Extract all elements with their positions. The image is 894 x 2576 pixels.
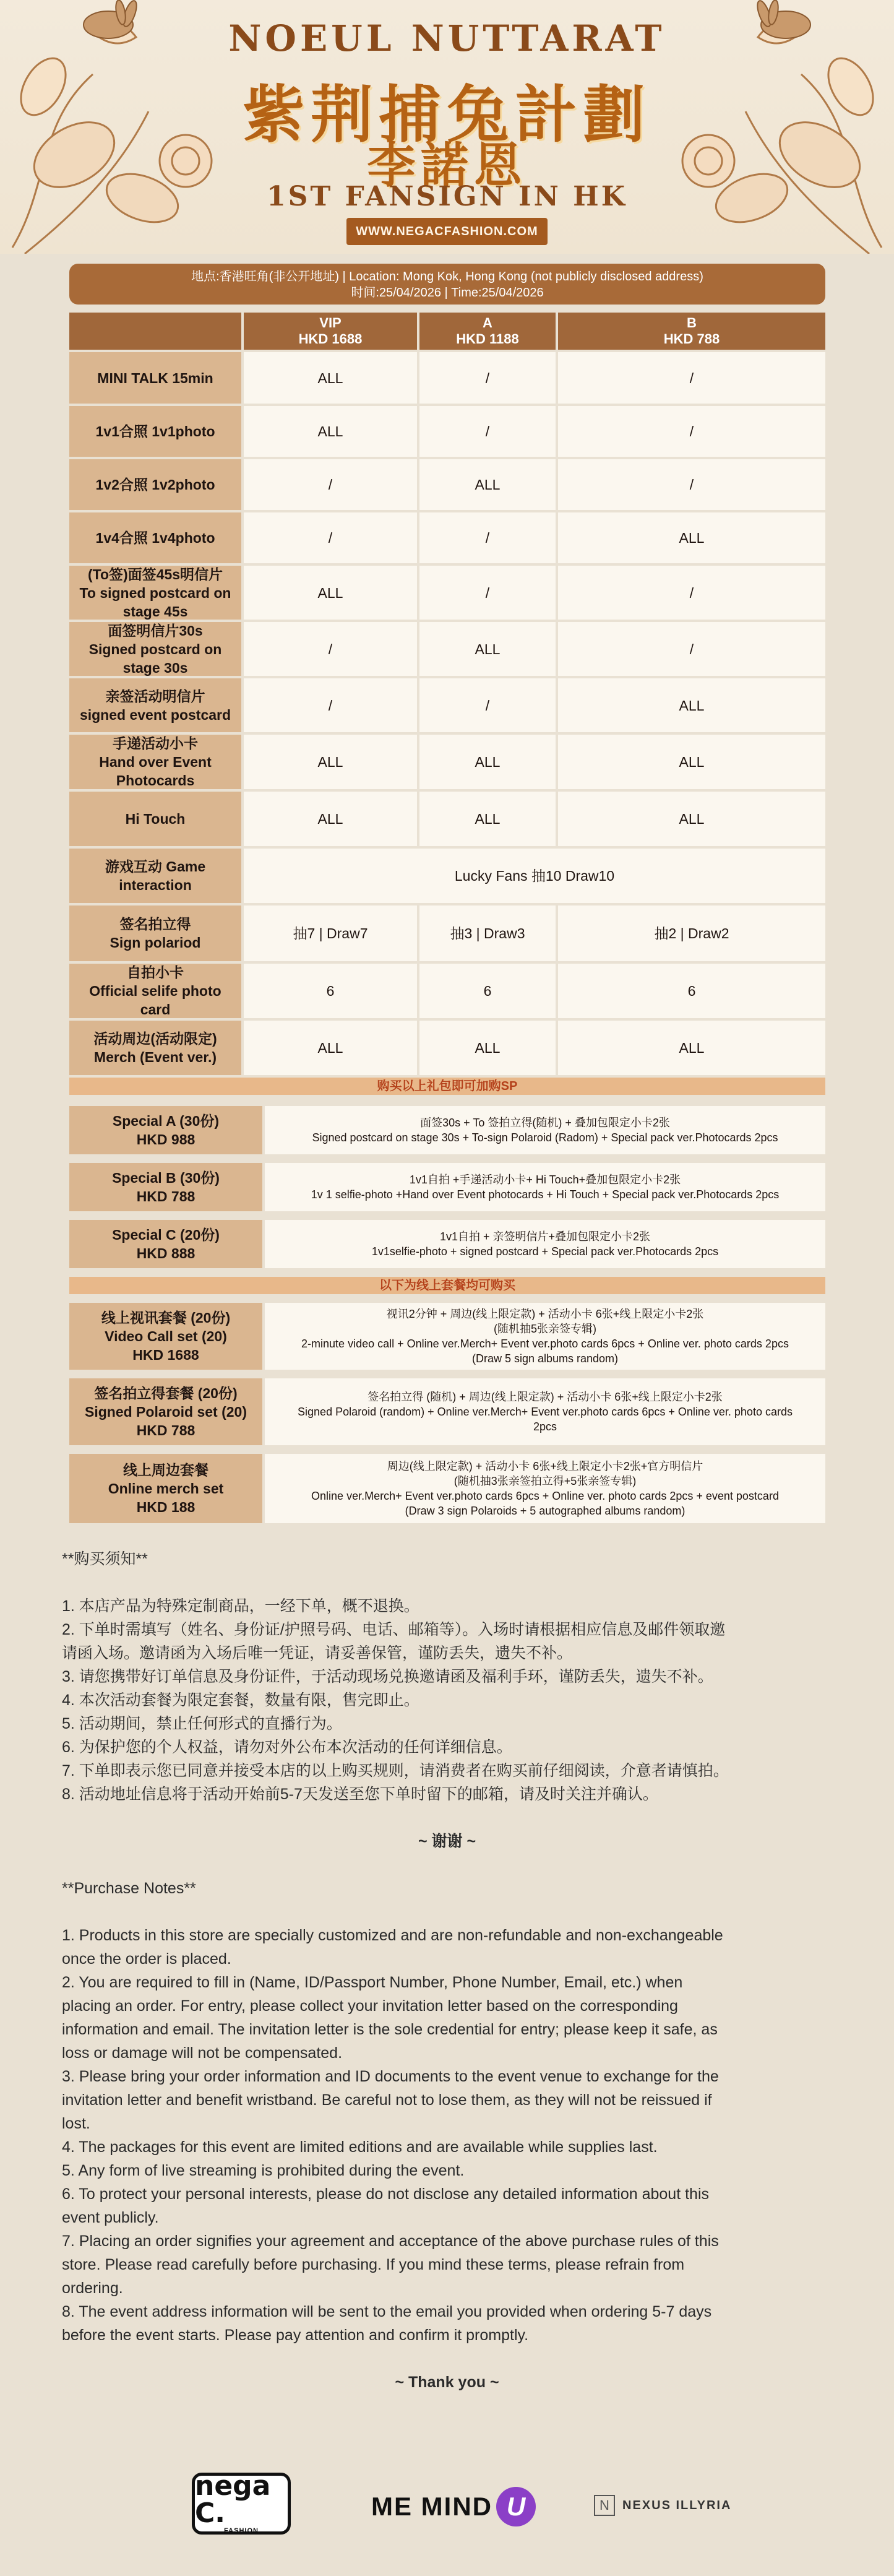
notes-zh-item: 7. 下单即表示您已同意并接受本店的以上购买规则，请消费者在购买前仔细阅读，介意者请慎拍。 (62, 1762, 729, 1779)
benefit-label (69, 905, 241, 961)
special-row (69, 1220, 825, 1268)
notes-en-item: 4. The packages for this event are limited editions and are available while supplies last. (62, 2138, 658, 2156)
online-label-line: Video Call set (20) (105, 1328, 227, 1344)
benefit-label (69, 566, 241, 620)
benefit-value: 6 (419, 964, 556, 1018)
benefit-row (69, 406, 825, 457)
benefit-value: 6 (244, 964, 417, 1018)
special-label (69, 1106, 262, 1154)
online-row (69, 1303, 825, 1370)
notes-spacer (62, 1900, 832, 1924)
benefit-label (69, 735, 241, 789)
benefit-value: ALL (558, 792, 825, 846)
benefit-row (69, 905, 825, 961)
benefit-value: / (558, 352, 825, 404)
special-description (265, 1220, 825, 1268)
benefit-value: / (244, 678, 417, 732)
benefit-value: / (419, 566, 556, 620)
benefit-value: 抽3 | Draw3 (419, 905, 556, 961)
notes-en-item: 2. You are required to fill in (Name, ID/Passport Number, Phone Number, Email, etc.) when (62, 1974, 683, 1991)
online-label-line: 线上周边套餐 (123, 1462, 208, 1478)
special-description-line: 1v1selfie-photo + signed postcard + Special pack ver.Photocards 2pcs (371, 1245, 719, 1258)
online-description-line: (随机抽5张亲签专辑) (494, 1323, 596, 1335)
online-description (265, 1378, 825, 1445)
special-description (265, 1106, 825, 1154)
notes-en-item: invitation letter and benefit wristband. Be careful not to lose them, as they will not be reissued if (62, 2091, 712, 2109)
benefit-value: ALL (558, 678, 825, 732)
benefit-value: ALL (244, 735, 417, 789)
notes-en-item: 5. Any form of live streaming is prohibited during the event. (62, 2162, 465, 2179)
tier-name: VIP (319, 315, 342, 331)
notes-en-item: 7. Placing an order signifies your agreement and acceptance of the above purchase rules of this (62, 2232, 719, 2250)
benefit-row (69, 512, 825, 563)
event-title-zh: 紫荆捕兔計劃 (243, 78, 651, 151)
tier-name: B (687, 315, 697, 331)
online-description-line: (Draw 3 sign Polaroids + 5 autographed albums random) (405, 1505, 686, 1517)
special-row (69, 1106, 825, 1154)
benefit-value: 抽7 | Draw7 (244, 905, 417, 961)
special-label-line: Special A (30份) (112, 1113, 220, 1129)
online-description-line: Signed Polaroid (random) + Online ver.Merch+ Event ver.photo cards 6pcs + Online ver. photo cards (298, 1406, 793, 1418)
notes-en-item: 8. The event address information will be sent to the email you provided when ordering 5-7 days (62, 2303, 712, 2320)
notes-zh-thanks: ~ 谢谢 ~ (418, 1833, 476, 1850)
benefit-value: ALL (558, 735, 825, 789)
benefit-row (69, 735, 825, 789)
benefit-row (69, 459, 825, 510)
benefit-merged-value: Lucky Fans 抽10 Draw10 (244, 849, 825, 903)
benefit-label (69, 1021, 241, 1075)
benefit-value: ALL (244, 792, 417, 846)
notes-en-item: once the order is placed. (62, 1950, 231, 1968)
benefit-value: ALL (419, 1021, 556, 1075)
notes-zh-item: 2. 下单时需填写（姓名、身份证/护照号码、电话、邮箱等）。入场时请根据相应信息及邮件领取邀 (62, 1621, 726, 1638)
online-label-line: Online merch set (108, 1480, 224, 1497)
notes-zh-item: 8. 活动地址信息将于活动开始前5-7天发送至您下单时留下的邮箱，请及时关注并确认。 (62, 1786, 658, 1803)
benefit-row (69, 1021, 825, 1075)
special-description-line: 1v1自拍 + 亲签明信片+叠加包限定小卡2张 (439, 1230, 651, 1243)
benefit-label-line: Merch (Event ver.) (93, 1049, 217, 1065)
table-header-blank (69, 313, 241, 350)
tier-name: A (483, 315, 492, 331)
tier-price: HKD 1188 (456, 331, 519, 347)
benefit-label-line: 自拍小卡 (127, 964, 184, 980)
special-description-line: 面签30s + To 签拍立得(随机) + 叠加包限定小卡2张 (420, 1117, 670, 1129)
tier-header (244, 313, 417, 350)
benefit-label (69, 678, 241, 732)
online-label (69, 1303, 262, 1370)
notes-zh-item: 3. 请您携带好订单信息及身份证件，于活动现场兑换邀请函及福利手环，谨防丢失，遗失不补。 (62, 1668, 713, 1685)
special-description-line: Signed postcard on stage 30s + To-sign Polaroid (Radom) + Special pack ver.Photocards 2pcs (312, 1131, 778, 1144)
online-label-line: HKD 188 (136, 1499, 196, 1515)
benefit-value: ALL (419, 735, 556, 789)
location-time-banner (69, 264, 825, 305)
special-label-line: HKD 788 (136, 1188, 196, 1204)
online-label (69, 1454, 262, 1523)
online-divider: 以下为线上套餐均可购买 (69, 1277, 825, 1294)
special-label (69, 1220, 262, 1268)
notes-en-item: information and email. The invitation letter is the sole credential for entry; please keep it safe, as (62, 2021, 718, 2038)
online-label-line: Signed Polaroid set (20) (85, 1404, 247, 1420)
benefit-label-line: 1v1合照 1v1photo (95, 423, 215, 439)
artist-name-en: NOEUL NUTTARAT (228, 17, 666, 59)
benefit-label (69, 459, 241, 510)
notes-en-item: event publicly. (62, 2209, 159, 2226)
online-row (69, 1454, 825, 1523)
special-row (69, 1163, 825, 1211)
special-label-line: HKD 888 (136, 1245, 196, 1261)
online-description-line: (Draw 5 sign albums random) (471, 1352, 619, 1365)
special-description-line: 1v1自拍 +手递活动小卡+ Hi Touch+叠加包限定小卡2张 (409, 1173, 681, 1186)
online-description-line: 视讯2分钟 + 周边(线上限定款) + 活动小卡 6张+线上限定小卡2张 (386, 1308, 704, 1320)
sponsor-footer (0, 2470, 894, 2576)
special-label-line: Special C (20份) (112, 1227, 220, 1243)
notes-en-item: placing an order. For entry, please collect your invitation letter based on the corresponding (62, 1997, 678, 2015)
benefit-value: / (558, 406, 825, 457)
online-description-line: 签名拍立得 (随机) + 周边(线上限定款) + 活动小卡 6张+线上限定小卡2张 (367, 1391, 723, 1403)
website-link[interactable]: WWW.NEGACFASHION.COM (346, 218, 548, 245)
benefit-value: ALL (558, 1021, 825, 1075)
special-label (69, 1163, 262, 1211)
benefit-label-line: Sign polariod (110, 935, 201, 951)
benefit-row (69, 352, 825, 404)
event-subtitle: 1ST FANSIGN IN HK (267, 181, 627, 212)
notes-spacer (62, 1853, 832, 1877)
benefit-label-line: 游戏互动 Game interaction (105, 858, 206, 893)
negac-logo-subtext: FASHION (224, 2527, 259, 2535)
benefit-value: ALL (419, 792, 556, 846)
benefit-value: / (244, 459, 417, 510)
online-label-line: 线上视讯套餐 (20份) (101, 1310, 231, 1326)
notes-en-item: store. Please read carefully before purchasing. If you mind these terms, please refrain from (62, 2256, 685, 2273)
benefit-value: / (419, 352, 556, 404)
benefit-label-line: Hand over Event Photocards (99, 754, 212, 789)
benefit-label (69, 964, 241, 1018)
notes-spacer (62, 2347, 832, 2371)
benefit-value: 6 (558, 964, 825, 1018)
nexus-logo (594, 2495, 731, 2516)
notes-en-item: 1. Products in this store are specially customized and are non-refundable and non-exchangeable (62, 1927, 723, 1944)
online-label-line: HKD 1688 (132, 1347, 199, 1363)
online-description-line: (随机抽3张亲签拍立得+5张亲签专辑) (453, 1475, 637, 1487)
notes-zh-item: 请函入场。邀请函为入场后唯一凭证，请妥善保管，谨防丢失，遗失不补。 (62, 1645, 573, 1662)
notes-spacer (62, 1571, 832, 1594)
benefit-label-line: To signed postcard on stage 45s (79, 584, 231, 620)
notes-en-item: before the event starts. Please pay attention and confirm it promptly. (62, 2327, 529, 2344)
benefit-label (69, 352, 241, 404)
benefit-row (69, 566, 825, 620)
benefit-value: / (419, 512, 556, 563)
negac-logo-text: nega C. (195, 2470, 271, 2529)
time-text: 时间:25/04/2026 | Time:25/04/2026 (351, 286, 544, 300)
online-row (69, 1378, 825, 1445)
poster-header (0, 0, 894, 254)
benefit-label (69, 792, 241, 846)
benefit-value: / (419, 406, 556, 457)
table-header-row (69, 313, 825, 350)
notes-zh-item: 1. 本店产品为特殊定制商品，一经下单，概不退换。 (62, 1597, 419, 1615)
online-label-line: 签名拍立得套餐 (20份) (94, 1385, 238, 1401)
benefit-row (69, 678, 825, 732)
benefit-label-line: 手递活动小卡 (113, 735, 198, 751)
memind-logo-text: ME MIND (371, 2492, 492, 2521)
notes-zh-item: 5. 活动期间，禁止任何形式的直播行为。 (62, 1715, 342, 1732)
online-description-line: 周边(线上限定款) + 活动小卡 6张+线上限定小卡2张+官方明信片 (387, 1460, 703, 1472)
online-description-line: 2-minute video call + Online ver.Merch+ Event ver.photo cards 6pcs + Online ver. photo cards 2pcs (301, 1338, 789, 1350)
benefit-value: ALL (244, 406, 417, 457)
tier-price: HKD 1688 (298, 331, 363, 347)
benefit-value: / (558, 459, 825, 510)
benefit-value: / (558, 566, 825, 620)
notes-en-thanks: ~ Thank you ~ (395, 2374, 499, 2391)
benefit-row (69, 964, 825, 1018)
benefit-value: ALL (244, 352, 417, 404)
benefit-value: ALL (244, 1021, 417, 1075)
online-description-line: 2pcs (533, 1420, 557, 1433)
negac-logo (192, 2470, 291, 2535)
benefit-label-line: 签名拍立得 (119, 916, 191, 932)
benefit-label-line: signed event postcard (79, 706, 231, 723)
benefit-value: / (419, 678, 556, 732)
online-description (265, 1303, 825, 1370)
notes-zh-item: 6. 为保护您的个人权益，请勿对外公布本次活动的任何详细信息。 (62, 1739, 512, 1756)
benefit-label-line: 面签明信片30s (108, 622, 203, 639)
benefit-label-line: 活动周边(活动限定) (93, 1031, 217, 1047)
special-description (265, 1163, 825, 1211)
benefit-value: / (244, 622, 417, 676)
benefit-label-line: MINI TALK 15min (97, 370, 213, 386)
tier-price: HKD 788 (663, 331, 720, 347)
artist-name-zh: 李諾恩 (367, 137, 527, 194)
benefit-label-line: (To签)面签45s明信片 (87, 566, 223, 582)
online-label (69, 1378, 262, 1445)
benefit-label (69, 849, 241, 903)
benefit-label-line: Signed postcard on stage 30s (88, 641, 222, 676)
nexus-logo-text: NEXUS ILLYRIA (622, 2498, 732, 2512)
memind-logo (371, 2485, 536, 2528)
memind-mark-icon: U (496, 2487, 536, 2526)
tier-header (419, 313, 556, 350)
benefit-label-line: 1v4合照 1v4photo (95, 530, 215, 546)
benefit-value: ALL (419, 459, 556, 510)
special-label-line: Special B (30份) (112, 1170, 220, 1186)
benefit-row (69, 792, 825, 846)
notes-en-item: loss or damage will not be compensated. (62, 2044, 343, 2062)
benefit-label-line: 1v2合照 1v2photo (95, 477, 215, 493)
benefit-label (69, 512, 241, 563)
special-label-line: HKD 988 (136, 1131, 196, 1148)
benefit-label (69, 406, 241, 457)
nexus-mark-icon: N (594, 2495, 615, 2516)
benefit-row (69, 849, 825, 903)
benefit-label-line: Official selife photo card (89, 983, 221, 1018)
notes-en-item: 6. To protect your personal interests, please do not disclose any detailed information about this (62, 2185, 709, 2203)
special-description-line: 1v 1 selfie-photo +Hand over Event photocards + Hi Touch + Special pack ver.Photocards 2pcs (311, 1188, 780, 1201)
notes-en-title: **Purchase Notes** (62, 1880, 196, 1897)
notes-en-item: ordering. (62, 2280, 123, 2297)
online-description-line: Online ver.Merch+ Event ver.photo cards 6pcs + Online ver. photo cards 2pcs + event postcard (311, 1490, 779, 1502)
online-description (265, 1454, 825, 1523)
add-on-divider: 购买以上礼包即可加购SP (69, 1078, 825, 1095)
online-label-line: HKD 788 (136, 1422, 196, 1438)
benefit-value: / (244, 512, 417, 563)
location-text: 地点:香港旺角(非公开地址) | Location: Mong Kok, Hong Kong (not publicly disclosed address) (191, 270, 703, 283)
notes-zh-title: **购买须知** (62, 1550, 148, 1568)
tier-header (558, 313, 825, 350)
benefit-value: ALL (558, 512, 825, 563)
benefit-value: 抽2 | Draw2 (558, 905, 825, 961)
notes-zh-item: 4. 本次活动套餐为限定套餐，数量有限，售完即止。 (62, 1692, 419, 1709)
benefit-value: ALL (419, 622, 556, 676)
benefit-label-line: Hi Touch (125, 811, 186, 827)
benefit-value: / (558, 622, 825, 676)
notes-en-item: 3. Please bring your order information and ID documents to the event venue to exchange for the (62, 2068, 719, 2085)
benefit-label-line: 亲签活动明信片 (105, 688, 205, 704)
purchase-notes (62, 1547, 832, 2394)
notes-spacer (62, 1806, 832, 1830)
benefit-row (69, 622, 825, 676)
notes-en-item: lost. (62, 2115, 90, 2132)
benefit-label (69, 622, 241, 676)
benefit-value: ALL (244, 566, 417, 620)
